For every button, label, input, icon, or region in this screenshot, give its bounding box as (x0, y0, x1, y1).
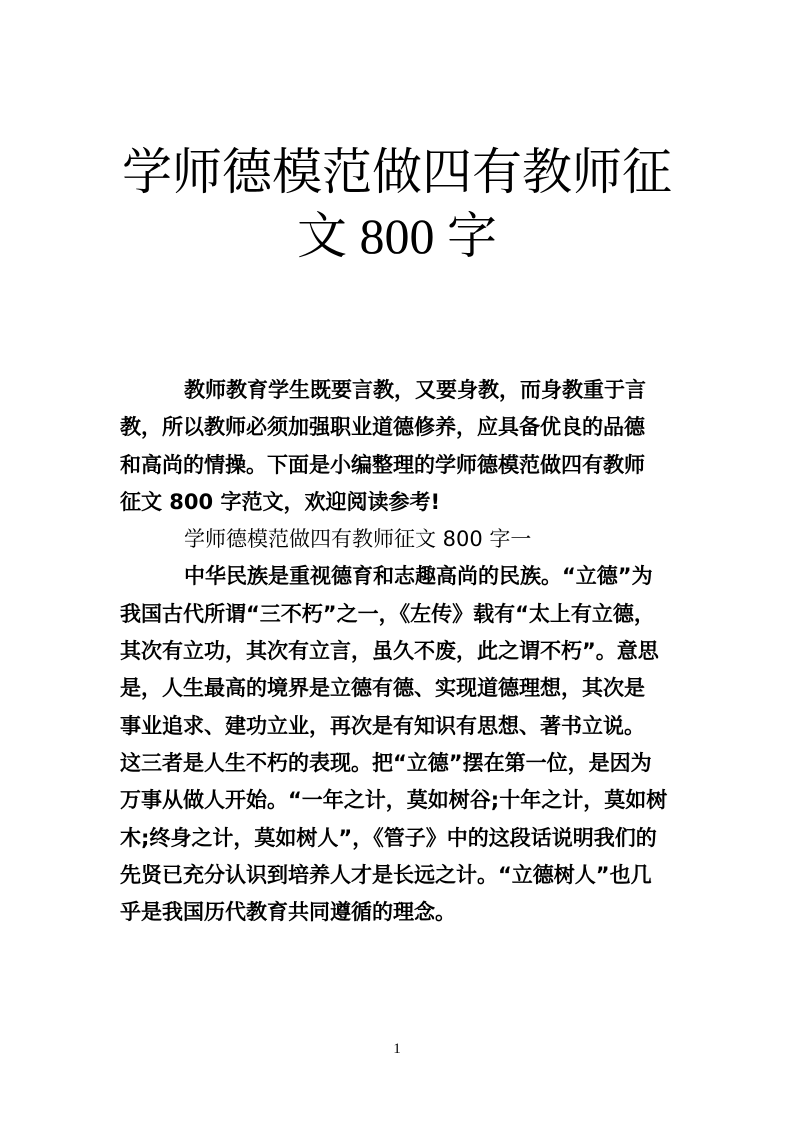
body-paragraph-line: 万事从做人开始。“一年之计，莫如树谷;十年之计，莫如树 (120, 788, 668, 813)
document-title-line-2: 文 800 字 (297, 208, 497, 264)
section-heading: 学师德模范做四有教师征文 800 字一 (184, 527, 532, 552)
intro-paragraph-line: 教，所以教师必须加强职业道德修养，应具备优良的品德 (120, 415, 645, 440)
body-paragraph-line: 事业追求、建功立业，再次是有知识有思想、著书立说。 (120, 713, 645, 738)
document-title-line-1: 学师德模范做四有教师征 (122, 144, 672, 200)
body-paragraph-line: 是，人生最高的境界是立德有德、实现道德理想，其次是 (120, 676, 645, 701)
intro-paragraph-line: 教师教育学生既要言教，又要身教，而身教重于言 (184, 378, 646, 402)
page-number: 1 (393, 1041, 401, 1057)
body-paragraph-line: 先贤已充分认识到培养人才是长远之计。“立德树人”也几 (120, 862, 652, 887)
body-paragraph-line: 乎是我国历代教育共同遵循的理念。 (120, 900, 456, 925)
body-paragraph-line: 这三者是人生不朽的表现。把“立德”摆在第一位，是因为 (120, 750, 652, 775)
body-paragraph-line: 我国古代所谓“三不朽”之一，《左传》载有“太上有立德， (120, 601, 655, 626)
body-paragraph-line: 其次有立功，其次有立言，虽久不废，此之谓不朽”。意思 (120, 639, 659, 664)
intro-paragraph-line: 征文 800 字范文，欢迎阅读参考! (120, 489, 441, 514)
body-paragraph-line: 木;终身之计，莫如树人”，《管子》中的这段话说明我们的 (120, 825, 657, 850)
body-paragraph-line: 中华民族是重视德育和志趣高尚的民族。“立德”为 (184, 564, 653, 589)
intro-paragraph-line: 和高尚的情操。下面是小编整理的学师德模范做四有教师 (120, 452, 645, 477)
document-body (120, 372, 680, 931)
